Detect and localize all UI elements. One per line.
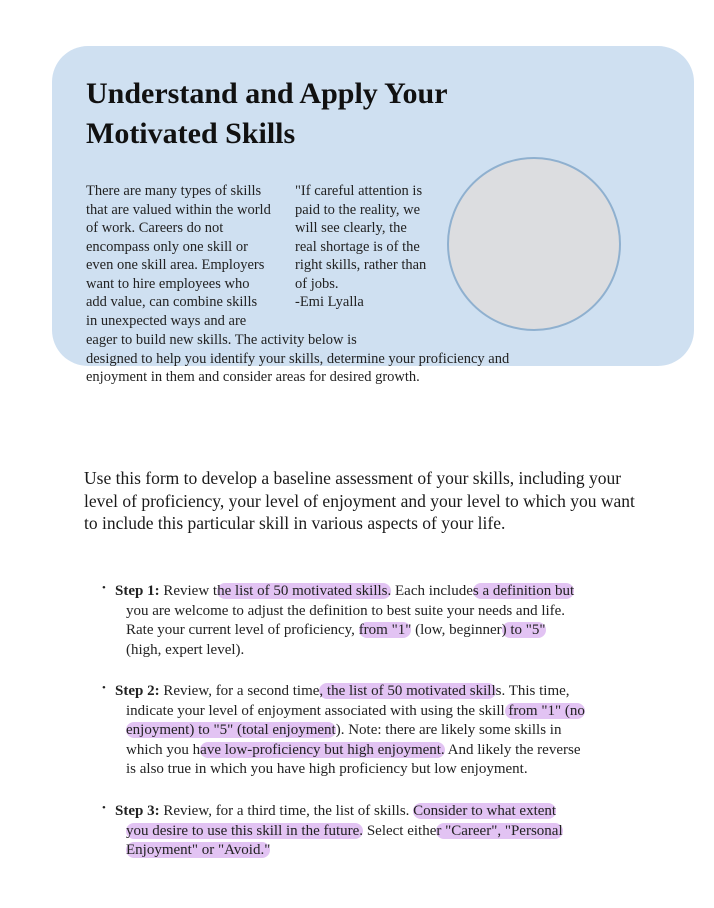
intro-line: encompass only one skill or <box>86 238 248 255</box>
quote-line: "If careful attention is <box>295 183 423 199</box>
pull-quote <box>295 182 455 312</box>
highlight: he list of 50 motivated skills. <box>217 583 392 599</box>
intro-line: even one skill area. Employers <box>86 257 265 273</box>
highlight: r "Career", "Personal <box>436 822 563 839</box>
step-label: Step 3: <box>115 803 160 819</box>
intro-line: want to hire employees who <box>86 275 250 292</box>
quote-line: right skills, rather than <box>295 257 427 273</box>
highlight: from "1" (no <box>504 702 585 719</box>
step-text: Review, for a third time, the list of skills. <box>159 803 414 819</box>
intro-line: enjoyment in them and consider areas for desired growth. <box>86 369 420 385</box>
title-line-1: Understand and Apply Your <box>86 77 448 110</box>
step-text: is also true in which you have high proficiency but low enjoyment. <box>126 761 528 777</box>
highlight: ave low-proficiency but high enjoyment. <box>200 741 445 758</box>
step-text: Review, for a second time <box>159 683 320 699</box>
title-line-2: Motivated Skills <box>86 117 296 150</box>
step-3 <box>102 802 642 861</box>
step-text: (high, expert level). <box>126 641 245 658</box>
step-text: indicate your level of enjoyment associated with using the skill <box>126 702 505 719</box>
step-text: And likely the reverse <box>444 741 581 758</box>
bullet-icon: • <box>102 802 106 814</box>
step-text: which you h <box>126 741 201 758</box>
step-text: s. This time, <box>495 683 570 699</box>
step-text: you are welcome to adjust the definition to best suite your needs and life. <box>126 602 566 619</box>
step-label: Step 1: <box>115 583 160 599</box>
step-text: Select eithe <box>363 822 437 839</box>
highlight: Enjoyment" or "Avoid." <box>126 842 271 858</box>
image-placeholder-circle <box>447 157 621 331</box>
quote-line: real shortage is of the <box>295 238 420 255</box>
intro-paragraph <box>86 182 296 330</box>
highlight: , the list of 50 motivated skill <box>319 683 496 699</box>
quote-line: of jobs. <box>295 275 339 292</box>
quote-line: will see clearly, the <box>295 220 407 236</box>
highlight: enjoyment) to "5" (total enjoyment <box>126 722 336 738</box>
bullet-icon: • <box>102 582 106 594</box>
highlight: Consider to what extent <box>413 803 557 819</box>
intro-line: eager to build new skills. The activity below is <box>86 332 357 348</box>
step-text: ). Note: there are likely some skills in <box>335 722 562 738</box>
bullet-icon: • <box>102 682 106 694</box>
step-1 <box>102 582 642 660</box>
form-intro: Use this form to develop a baseline assessment of your skills, including your level of proficiency, your level of enjoyment and your level to which you want to include this particular skill in various aspects of your life. <box>84 468 635 533</box>
step-2 <box>102 682 642 780</box>
highlight: you desire to use this skill in the future. <box>126 822 364 839</box>
step-label: Step 2: <box>115 683 160 699</box>
step-text: (low, beginner <box>411 622 502 638</box>
highlight: s a definition but <box>472 583 575 599</box>
intro-line: of work. Careers do not <box>86 220 224 236</box>
quote-line: paid to the reality, we <box>295 201 421 218</box>
intro-line: designed to help you identify your skills, determine your proficiency and <box>86 350 510 367</box>
intro-paragraph-continued <box>86 331 606 387</box>
step-text: Each include <box>391 583 473 599</box>
step-text: Rate your current level of proficiency, <box>126 622 359 638</box>
intro-line: There are many types of skills <box>86 183 262 199</box>
highlight: ) to "5" <box>501 622 546 638</box>
step-text: Review t <box>159 583 218 599</box>
intro-line: add value, can combine skills <box>86 294 258 310</box>
highlight: from "1" <box>358 622 412 638</box>
intro-line: in unexpected ways and are <box>86 312 247 329</box>
page-title <box>86 74 448 154</box>
intro-line: that are valued within the world <box>86 201 271 218</box>
quote-author: -Emi Lyalla <box>295 294 364 310</box>
